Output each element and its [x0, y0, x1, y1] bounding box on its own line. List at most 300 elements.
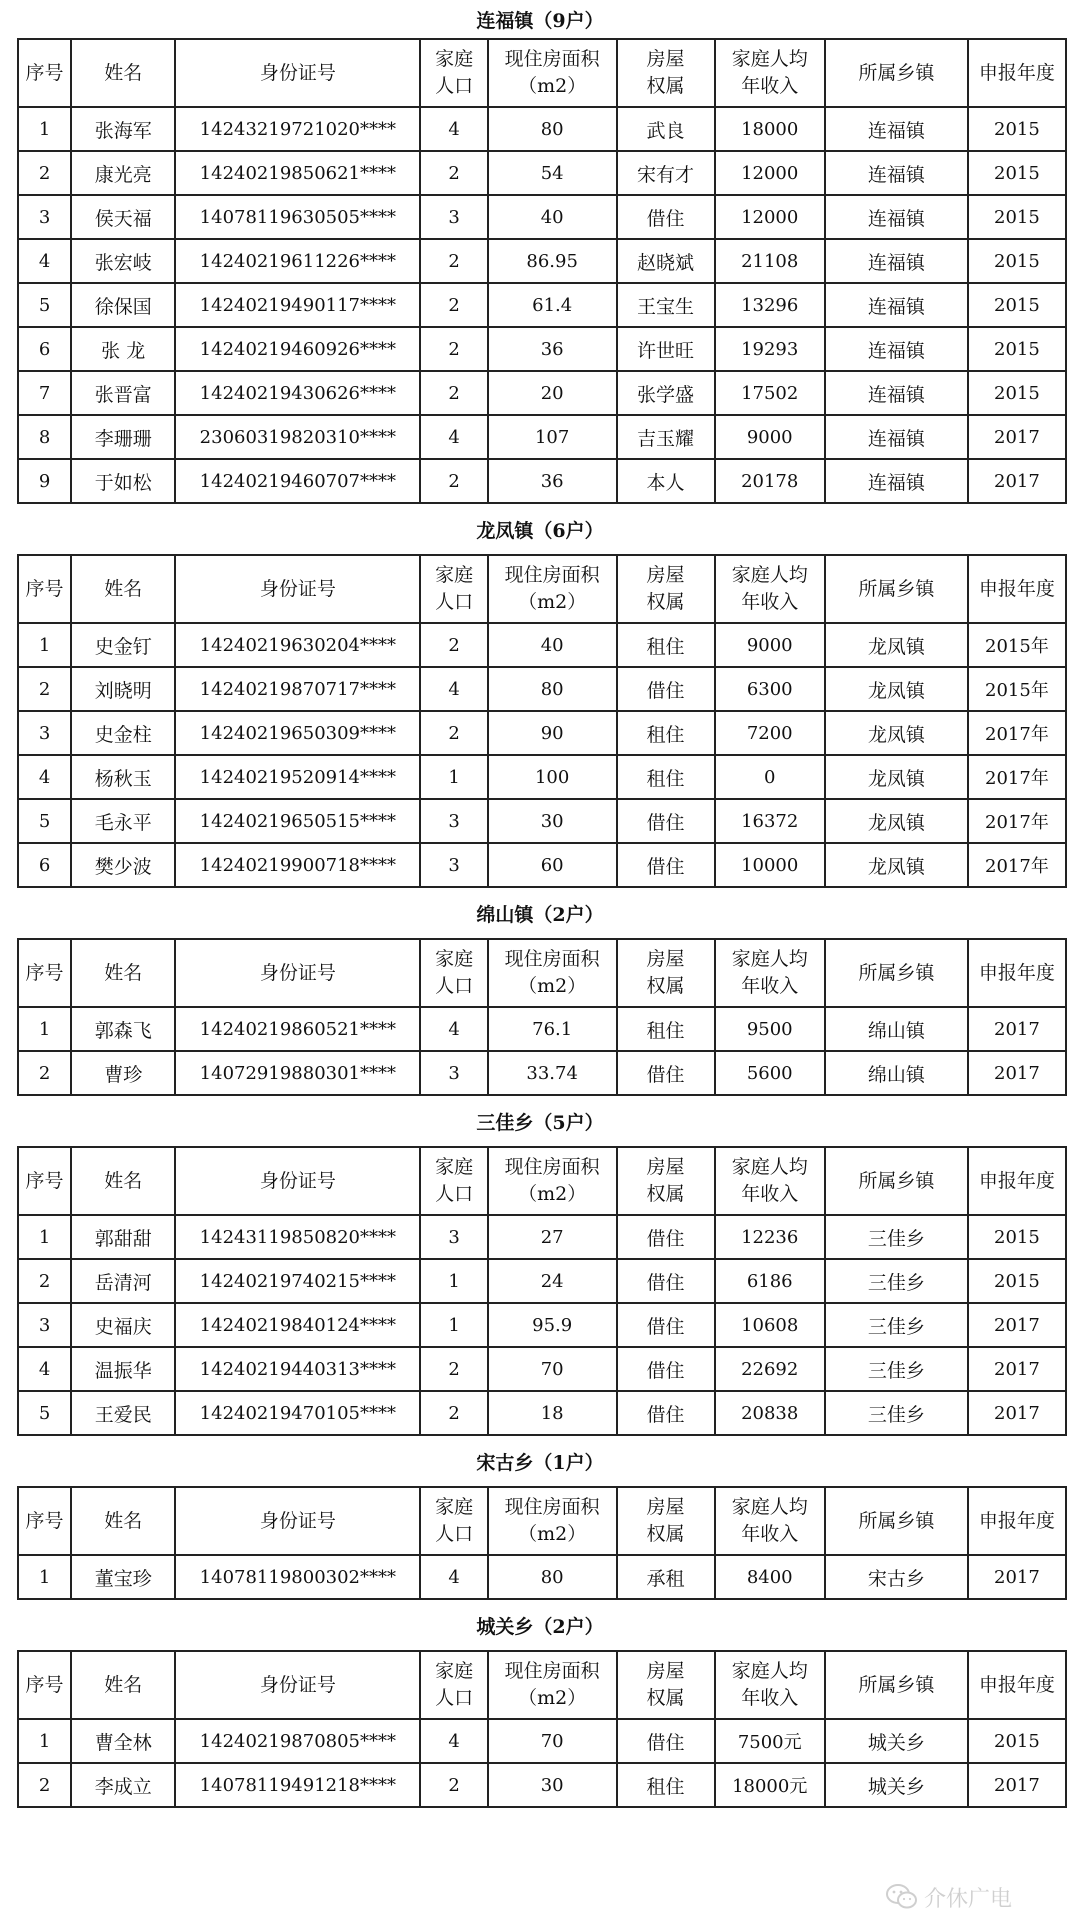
table-cell: 80: [488, 1555, 617, 1599]
table-cell: 14240219900718****: [175, 843, 420, 887]
table-cell: 14240219650515****: [175, 799, 420, 843]
table-cell: 70: [488, 1719, 617, 1763]
table-header-row: [18, 939, 1066, 1007]
table-cell: 2: [420, 623, 487, 667]
table-cell: 2015年: [968, 667, 1066, 711]
column-header-line: 所属乡镇: [858, 1169, 935, 1192]
table-cell: 租住: [617, 1007, 715, 1051]
column-header-line: 申报年度: [978, 577, 1055, 600]
column-header-line: 年收入: [741, 1687, 799, 1709]
column-header-line: 姓名: [104, 961, 143, 984]
table-cell: 李成立: [71, 1763, 175, 1807]
table-cell: 2017: [968, 1391, 1066, 1435]
household-table: [17, 1650, 1067, 1808]
table-cell: 1: [18, 1215, 71, 1259]
table-cell: 2015: [968, 239, 1066, 283]
column-header: [968, 1487, 1066, 1555]
table-cell: 12000: [715, 195, 825, 239]
section-title: 绵山镇（2户）: [476, 903, 604, 926]
table-cell: 18: [488, 1391, 617, 1435]
column-header: [175, 1487, 420, 1555]
table-cell: 2015: [968, 151, 1066, 195]
table-cell: 1: [18, 1007, 71, 1051]
table-cell: 4: [18, 239, 71, 283]
column-header: [715, 555, 825, 623]
table-cell: 2017: [968, 1555, 1066, 1599]
table-cell: 30: [488, 799, 617, 843]
table-cell: 2: [420, 239, 487, 283]
table-cell: 14240219470105****: [175, 1391, 420, 1435]
table-row: [18, 1347, 1066, 1391]
table-row: [18, 1051, 1066, 1095]
column-header-line: 家庭人均: [731, 1496, 808, 1518]
column-header-line: 序号: [25, 1509, 64, 1532]
column-header-line: 家庭人均: [731, 1156, 808, 1178]
table-cell: 借住: [617, 1347, 715, 1391]
table-cell: 三佳乡: [825, 1215, 968, 1259]
table-cell: 龙凤镇: [825, 799, 968, 843]
column-header-line: 现住房面积: [504, 564, 600, 586]
table-cell: 2015: [968, 327, 1066, 371]
column-header-line: 身份证号: [259, 1673, 336, 1696]
table-cell: 100: [488, 755, 617, 799]
wechat-icon: [886, 1883, 918, 1911]
column-header-line: 身份证号: [259, 1509, 336, 1532]
table-cell: 36: [488, 459, 617, 503]
column-header-line: 房屋: [646, 948, 685, 970]
table-cell: 2: [420, 459, 487, 503]
column-header: [420, 1651, 487, 1719]
column-header-line: 人口: [435, 75, 474, 97]
table-cell: 2015年: [968, 623, 1066, 667]
column-header-line: （m2）: [518, 1523, 587, 1545]
table-cell: 2015: [968, 371, 1066, 415]
table-row: [18, 327, 1066, 371]
column-header: [175, 1651, 420, 1719]
column-header: [617, 555, 715, 623]
table-cell: 借住: [617, 1259, 715, 1303]
table-row: [18, 459, 1066, 503]
column-header-line: 权属: [646, 75, 685, 97]
table-cell: 80: [488, 107, 617, 151]
table-cell: 刘晓明: [71, 667, 175, 711]
table-cell: 借住: [617, 667, 715, 711]
table-cell: 7: [18, 371, 71, 415]
table-cell: 2017年: [968, 755, 1066, 799]
table-cell: 借住: [617, 1303, 715, 1347]
column-header-line: 人口: [435, 1183, 474, 1205]
column-header: [825, 939, 968, 1007]
table-cell: 3: [420, 843, 487, 887]
column-header: [617, 39, 715, 107]
table-header-row: [18, 39, 1066, 107]
table-cell: 1: [420, 1303, 487, 1347]
table-cell: 连福镇: [825, 459, 968, 503]
column-header-line: 人口: [435, 591, 474, 613]
column-header-line: 人口: [435, 1687, 474, 1709]
column-header: [175, 39, 420, 107]
table-cell: 三佳乡: [825, 1347, 968, 1391]
table-cell: 6186: [715, 1259, 825, 1303]
column-header: [420, 939, 487, 1007]
column-header: [175, 939, 420, 1007]
column-header: [825, 39, 968, 107]
column-header-line: 家庭: [435, 48, 474, 70]
table-cell: 温振华: [71, 1347, 175, 1391]
table-cell: 2017: [968, 1007, 1066, 1051]
column-header: [18, 1651, 71, 1719]
column-header-line: 家庭人均: [731, 1660, 808, 1682]
table-cell: 23060319820310****: [175, 415, 420, 459]
table-cell: 2017: [968, 1347, 1066, 1391]
column-header-line: 申报年度: [978, 1509, 1055, 1532]
table-cell: 2: [420, 1391, 487, 1435]
table-cell: 绵山镇: [825, 1051, 968, 1095]
table-row: [18, 371, 1066, 415]
table-row: [18, 283, 1066, 327]
table-cell: 租住: [617, 755, 715, 799]
table-cell: 龙凤镇: [825, 623, 968, 667]
table-cell: 14078119630505****: [175, 195, 420, 239]
column-header-line: 年收入: [741, 591, 799, 613]
table-cell: 曹珍: [71, 1051, 175, 1095]
table-cell: 借住: [617, 799, 715, 843]
column-header: [420, 39, 487, 107]
column-header: [488, 1147, 617, 1215]
column-header: [420, 555, 487, 623]
column-header: [71, 39, 175, 107]
column-header-line: （m2）: [518, 1687, 587, 1709]
table-cell: 6300: [715, 667, 825, 711]
table-cell: 连福镇: [825, 151, 968, 195]
column-header-line: 家庭: [435, 948, 474, 970]
table-cell: 14240219630204****: [175, 623, 420, 667]
column-header-line: 房屋: [646, 564, 685, 586]
table-cell: 9000: [715, 415, 825, 459]
table-row: [18, 151, 1066, 195]
column-header-line: 序号: [25, 577, 64, 600]
table-cell: 24: [488, 1259, 617, 1303]
table-cell: 龙凤镇: [825, 755, 968, 799]
table-row: [18, 239, 1066, 283]
household-table: [17, 1486, 1067, 1600]
table-row: [18, 1303, 1066, 1347]
column-header: [715, 1147, 825, 1215]
table-cell: 1: [420, 1259, 487, 1303]
column-header-line: （m2）: [518, 975, 587, 997]
household-table: [17, 38, 1067, 504]
table-cell: 95.9: [488, 1303, 617, 1347]
table-cell: 14240219840124****: [175, 1303, 420, 1347]
table-cell: 20: [488, 371, 617, 415]
table-cell: 张海军: [71, 107, 175, 151]
column-header-line: 家庭人均: [731, 948, 808, 970]
column-header-line: 所属乡镇: [858, 1673, 935, 1696]
section-title: 城关乡（2户）: [476, 1615, 604, 1638]
table-cell: 承租: [617, 1555, 715, 1599]
table-cell: 2017: [968, 1763, 1066, 1807]
column-header-line: 现住房面积: [504, 948, 600, 970]
table-cell: 2: [420, 151, 487, 195]
column-header: [71, 555, 175, 623]
table-cell: 14240219440313****: [175, 1347, 420, 1391]
table-cell: 康光亮: [71, 151, 175, 195]
table-cell: 18000元: [715, 1763, 825, 1807]
table-row: [18, 623, 1066, 667]
column-header-line: 家庭: [435, 1496, 474, 1518]
table-cell: 赵晓斌: [617, 239, 715, 283]
table-cell: 1: [18, 623, 71, 667]
column-header-line: 权属: [646, 975, 685, 997]
table-cell: 借住: [617, 1719, 715, 1763]
column-header-line: 身份证号: [259, 577, 336, 600]
section-title: 连福镇（9户）: [476, 9, 604, 32]
column-header-line: 权属: [646, 1523, 685, 1545]
column-header-line: 申报年度: [978, 961, 1055, 984]
column-header-line: 房屋: [646, 48, 685, 70]
table-row: [18, 1391, 1066, 1435]
table-cell: 龙凤镇: [825, 711, 968, 755]
column-header-line: 年收入: [741, 975, 799, 997]
table-cell: 郭甜甜: [71, 1215, 175, 1259]
table-cell: 54: [488, 151, 617, 195]
column-header-line: 身份证号: [259, 961, 336, 984]
table-cell: 17502: [715, 371, 825, 415]
table-cell: 14240219460926****: [175, 327, 420, 371]
table-header-row: [18, 555, 1066, 623]
column-header: [175, 555, 420, 623]
table-cell: 史金柱: [71, 711, 175, 755]
column-header: [968, 39, 1066, 107]
table-cell: 40: [488, 195, 617, 239]
column-header-line: 姓名: [104, 61, 143, 84]
table-cell: 40: [488, 623, 617, 667]
table-cell: 14240219430626****: [175, 371, 420, 415]
table-cell: 2: [18, 667, 71, 711]
table-cell: 2: [420, 327, 487, 371]
column-header-line: 人口: [435, 975, 474, 997]
column-header: [825, 1651, 968, 1719]
table-cell: 14072919880301****: [175, 1051, 420, 1095]
table-cell: 0: [715, 755, 825, 799]
table-row: [18, 195, 1066, 239]
column-header: [488, 1651, 617, 1719]
table-cell: 2: [420, 1347, 487, 1391]
table-cell: 3: [18, 1303, 71, 1347]
column-header: [715, 1487, 825, 1555]
table-cell: 10608: [715, 1303, 825, 1347]
column-header-line: （m2）: [518, 75, 587, 97]
table-row: [18, 1555, 1066, 1599]
table-cell: 14078119491218****: [175, 1763, 420, 1807]
table-cell: 连福镇: [825, 195, 968, 239]
table-cell: 18000: [715, 107, 825, 151]
table-cell: 龙凤镇: [825, 667, 968, 711]
household-table: [17, 1146, 1067, 1436]
section-title: 三佳乡（5户）: [476, 1111, 604, 1134]
column-header: [715, 39, 825, 107]
column-header-line: 现住房面积: [504, 1496, 600, 1518]
table-cell: 9000: [715, 623, 825, 667]
section-title: 龙凤镇（6户）: [476, 519, 604, 542]
table-cell: 连福镇: [825, 371, 968, 415]
table-cell: 7500元: [715, 1719, 825, 1763]
column-header-line: 家庭: [435, 564, 474, 586]
table-cell: 连福镇: [825, 239, 968, 283]
column-header-line: 房屋: [646, 1496, 685, 1518]
column-header: [18, 939, 71, 1007]
table-cell: 3: [18, 195, 71, 239]
table-cell: 2017: [968, 415, 1066, 459]
table-row: [18, 1259, 1066, 1303]
column-header-line: 权属: [646, 591, 685, 613]
table-cell: 杨秋玉: [71, 755, 175, 799]
table-cell: 侯天福: [71, 195, 175, 239]
column-header-line: 所属乡镇: [858, 961, 935, 984]
table-cell: 16372: [715, 799, 825, 843]
table-cell: 21108: [715, 239, 825, 283]
table-cell: 董宝珍: [71, 1555, 175, 1599]
column-header-line: 家庭: [435, 1156, 474, 1178]
table-cell: 107: [488, 415, 617, 459]
table-cell: 张 龙: [71, 327, 175, 371]
column-header-line: 房屋: [646, 1660, 685, 1682]
table-cell: 张宏岐: [71, 239, 175, 283]
table-cell: 12236: [715, 1215, 825, 1259]
column-header-line: 年收入: [741, 1523, 799, 1545]
table-cell: 14243119850820****: [175, 1215, 420, 1259]
table-cell: 2017: [968, 1303, 1066, 1347]
table-row: [18, 1763, 1066, 1807]
table-cell: 龙凤镇: [825, 843, 968, 887]
table-cell: 4: [18, 1347, 71, 1391]
column-header: [18, 1487, 71, 1555]
table-cell: 2017年: [968, 843, 1066, 887]
table-cell: 14240219460707****: [175, 459, 420, 503]
table-cell: 樊少波: [71, 843, 175, 887]
table-cell: 岳清河: [71, 1259, 175, 1303]
column-header: [825, 555, 968, 623]
table-cell: 70: [488, 1347, 617, 1391]
table-cell: 2: [420, 711, 487, 755]
column-header-line: 序号: [25, 1169, 64, 1192]
column-header-line: 家庭人均: [731, 48, 808, 70]
column-header-line: 身份证号: [259, 1169, 336, 1192]
table-cell: 14240219650309****: [175, 711, 420, 755]
column-header-line: 序号: [25, 961, 64, 984]
table-cell: 13296: [715, 283, 825, 327]
table-cell: 城关乡: [825, 1763, 968, 1807]
column-header-line: 现住房面积: [504, 1660, 600, 1682]
table-cell: 2015: [968, 283, 1066, 327]
column-header: [825, 1147, 968, 1215]
watermark-text: 介休广电: [924, 1886, 1013, 1912]
column-header: [18, 555, 71, 623]
table-cell: 2: [420, 371, 487, 415]
column-header: [420, 1147, 487, 1215]
table-cell: 租住: [617, 623, 715, 667]
column-header-line: 序号: [25, 1673, 64, 1696]
table-cell: 7200: [715, 711, 825, 755]
column-header-line: 年收入: [741, 75, 799, 97]
column-header: [71, 939, 175, 1007]
table-cell: 4: [420, 1555, 487, 1599]
table-cell: 33.74: [488, 1051, 617, 1095]
table-cell: 于如松: [71, 459, 175, 503]
table-cell: 租住: [617, 711, 715, 755]
column-header-line: 姓名: [104, 1169, 143, 1192]
table-cell: 连福镇: [825, 415, 968, 459]
table-cell: 3: [420, 1215, 487, 1259]
column-header: [71, 1487, 175, 1555]
table-cell: 徐保国: [71, 283, 175, 327]
table-cell: 2015: [968, 195, 1066, 239]
column-header-line: 家庭人均: [731, 564, 808, 586]
column-header: [488, 939, 617, 1007]
table-cell: 毛永平: [71, 799, 175, 843]
table-cell: 80: [488, 667, 617, 711]
table-cell: 绵山镇: [825, 1007, 968, 1051]
table-cell: 郭森飞: [71, 1007, 175, 1051]
column-header-line: 所属乡镇: [858, 1509, 935, 1532]
column-header: [420, 1487, 487, 1555]
column-header-line: 房屋: [646, 1156, 685, 1178]
column-header: [617, 1651, 715, 1719]
table-cell: 4: [420, 415, 487, 459]
table-cell: 2017年: [968, 711, 1066, 755]
column-header-line: 申报年度: [978, 61, 1055, 84]
table-cell: 90: [488, 711, 617, 755]
watermark: [886, 1880, 1066, 1914]
column-header: [488, 555, 617, 623]
table-cell: 8400: [715, 1555, 825, 1599]
table-cell: 许世旺: [617, 327, 715, 371]
table-cell: 36: [488, 327, 617, 371]
table-cell: 76.1: [488, 1007, 617, 1051]
table-cell: 曹全林: [71, 1719, 175, 1763]
table-cell: 1: [18, 1719, 71, 1763]
table-cell: 14240219490117****: [175, 283, 420, 327]
table-cell: 19293: [715, 327, 825, 371]
table-cell: 20838: [715, 1391, 825, 1435]
column-header-line: 身份证号: [259, 61, 336, 84]
table-cell: 14240219611226****: [175, 239, 420, 283]
table-cell: 4: [18, 755, 71, 799]
table-cell: 14078119800302****: [175, 1555, 420, 1599]
table-cell: 2017年: [968, 799, 1066, 843]
column-header-line: 人口: [435, 1523, 474, 1545]
table-cell: 14240219870717****: [175, 667, 420, 711]
table-header-row: [18, 1651, 1066, 1719]
column-header-line: 序号: [25, 61, 64, 84]
column-header: [617, 1487, 715, 1555]
table-cell: 王宝生: [617, 283, 715, 327]
column-header-line: （m2）: [518, 1183, 587, 1205]
table-cell: 王爱民: [71, 1391, 175, 1435]
table-cell: 5: [18, 799, 71, 843]
table-cell: 借住: [617, 1215, 715, 1259]
table-cell: 租住: [617, 1763, 715, 1807]
column-header-line: 现住房面积: [504, 1156, 600, 1178]
table-cell: 宋古乡: [825, 1555, 968, 1599]
household-table: [17, 554, 1067, 888]
table-cell: 14240219850621****: [175, 151, 420, 195]
table-cell: 2: [420, 1763, 487, 1807]
table-cell: 三佳乡: [825, 1259, 968, 1303]
column-header-line: 姓名: [104, 1673, 143, 1696]
table-cell: 三佳乡: [825, 1391, 968, 1435]
table-cell: 连福镇: [825, 327, 968, 371]
